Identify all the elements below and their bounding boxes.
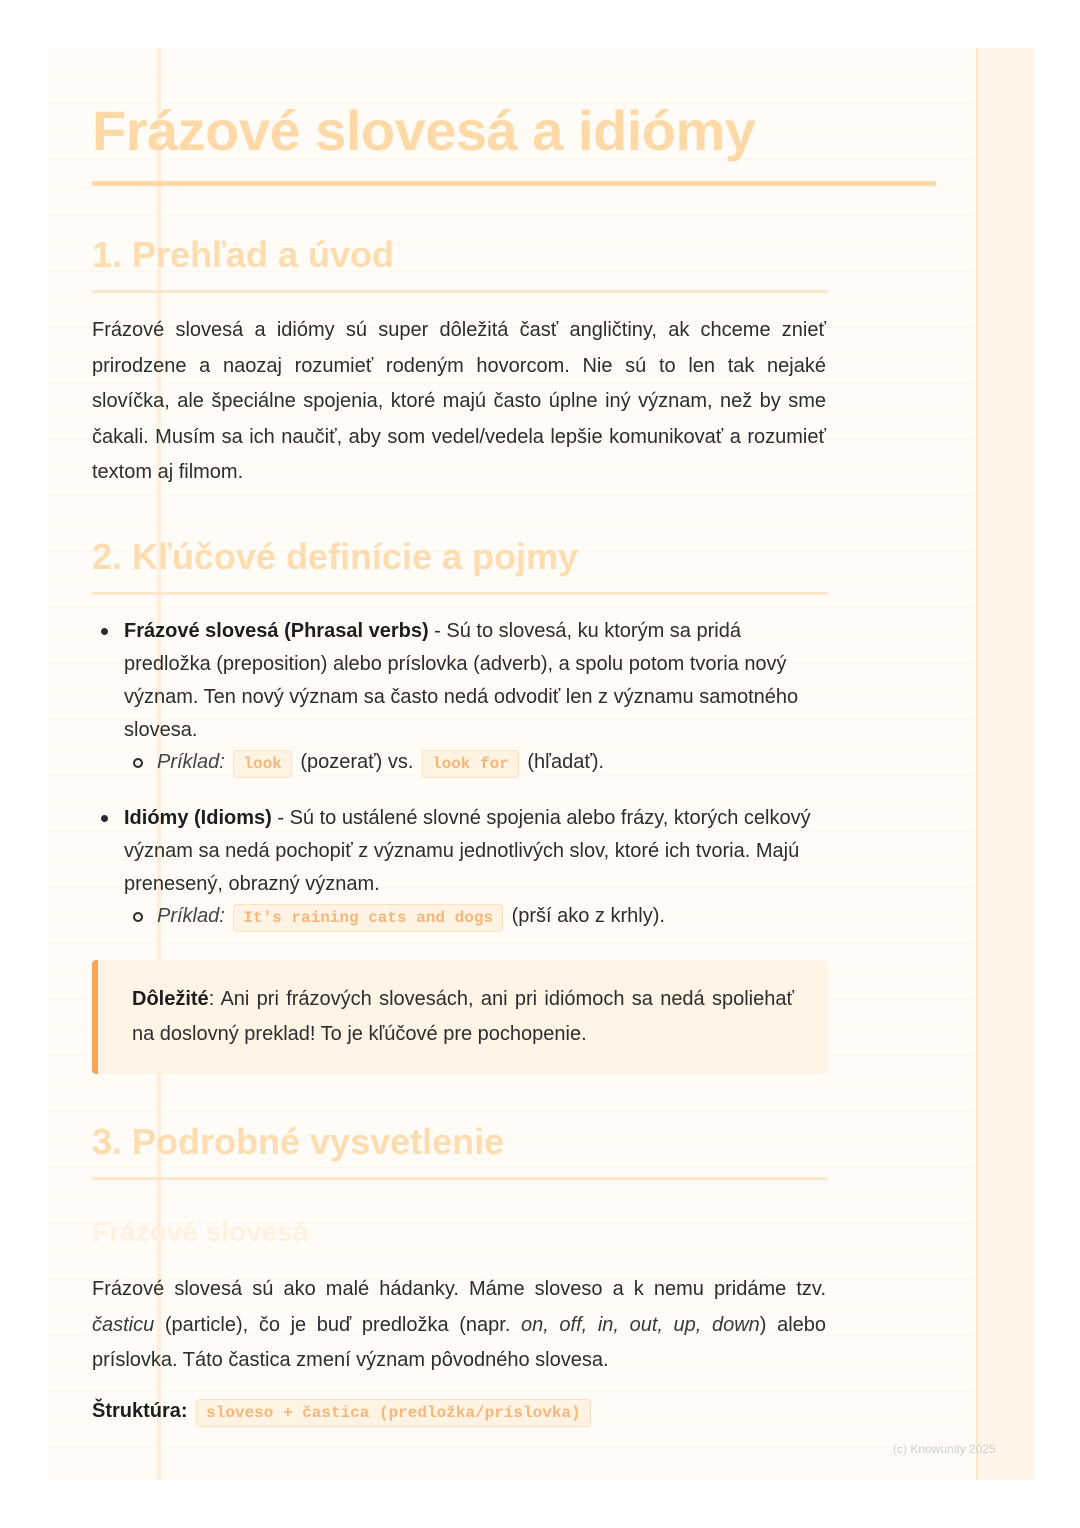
definition-text: - Sú to slovesá, ku ktorým sa pridá predložka (preposition) alebo príslovka (adverb), a spolu potom tvoria nový význam. Ten nový význam sa často nedá odvodiť len z významu samotného slovesa. xyxy=(124,620,799,741)
definition-item-idioms xyxy=(124,802,824,901)
section-heading-3: 3. Podrobné vysvetlenie xyxy=(92,1121,505,1162)
example-text: (pozerať) vs. xyxy=(294,751,419,773)
definition-term: Frázové slovesá (Phrasal verbs) xyxy=(124,620,429,642)
structure-code: sloveso + častica (predložka/príslovka) xyxy=(196,1399,590,1427)
callout-text xyxy=(132,982,794,1052)
copyright-footer: (c) Knowunity 2025 xyxy=(893,1442,996,1456)
definition-item-phrasal-verbs xyxy=(124,615,824,747)
section-heading-1: 1. Prehľad a úvod xyxy=(92,234,394,275)
phrasal-verbs-paragraph xyxy=(92,1272,826,1379)
paragraph-italic: časticu xyxy=(92,1313,155,1336)
intro-paragraph: Frázové slovesá a idiómy sú super dôležitá časť angličtiny, ak chceme znieť prirodzene a naozaj rozumieť rodeným hovorcom. Nie sú to len tak nejaké slovíčka, ale špeciálne spojenia, ktoré majú často úplne iný význam, než by sme čakali. Musím sa ich naučiť, aby som vedel/vedela lepšie komunikovať a rozumieť textom aj filmom. xyxy=(92,319,826,483)
code-snippet: look for xyxy=(422,750,519,778)
section-heading-2: 2. Kľúčové definície a pojmy xyxy=(92,536,579,577)
page-title: Frázové slovesá a idiómy xyxy=(92,99,756,162)
title-divider xyxy=(92,181,936,186)
paragraph-italic: on, off, in, out, up, down xyxy=(521,1313,760,1336)
paragraph-text: (particle), čo je buď predložka (napr. xyxy=(154,1313,522,1336)
definition-text: - Sú to ustálené slovné spojenia alebo frázy, ktorých celkový význam sa nedá pochopiť z významu jednotlivých slov, ktoré ich tvoria. Majú prenesený, obrazný význam. xyxy=(124,807,811,895)
example-text: (hľadať). xyxy=(521,751,605,773)
section-divider-3 xyxy=(92,1177,828,1180)
subsection-heading: Frázové slovesá xyxy=(92,1216,309,1247)
paragraph-text: ) alebo príslovka. Táto častica zmení význam pôvodného slovesa. xyxy=(92,1313,827,1371)
paragraph-text: Frázové slovesá sú ako malé hádanky. Máme sloveso a k nemu pridáme tzv. xyxy=(92,1278,826,1300)
right-margin-strip xyxy=(976,48,1034,1480)
example-item-phrasal-verbs xyxy=(157,746,797,781)
example-label: Príklad: xyxy=(157,905,225,927)
code-snippet: It's raining cats and dogs xyxy=(233,904,503,932)
example-label: Príklad: xyxy=(157,751,225,773)
structure-line xyxy=(92,1400,594,1423)
callout-label: Dôležité xyxy=(132,988,209,1010)
section-divider-2 xyxy=(92,592,828,595)
section-divider-1 xyxy=(92,290,828,293)
code-snippet: look xyxy=(233,750,291,778)
structure-label: Štruktúra: xyxy=(92,1400,188,1422)
callout-body: : Ani pri frázových slovesách, ani pri idiómoch sa nedá spoliehať na doslovný preklad! To je kľúčové pre pochopenie. xyxy=(132,988,794,1045)
example-item-idioms xyxy=(157,900,797,935)
definition-term: Idiómy (Idioms) xyxy=(124,807,272,829)
example-text: (prší ako z krhly). xyxy=(506,905,665,927)
important-callout xyxy=(92,960,828,1074)
